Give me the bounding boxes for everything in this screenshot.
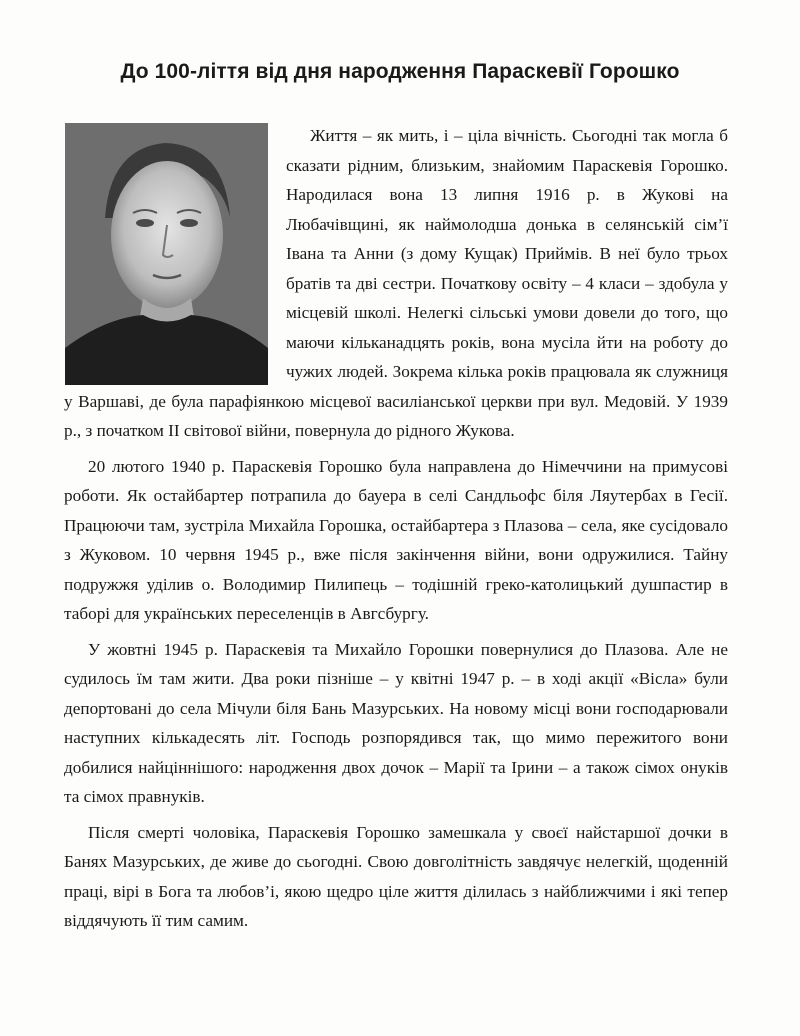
paragraph-4: Після смерті чоловіка, Параскевія Горошко замешкала у своєї найстаршої дочки в Банях Мазурських, де живе до сьогодні. Свою довголітність завдячує нелегкій, щоденній праці, вірі в Бога та любов’і, якою щедро ціле життя ділилась з найближчими і які тепер віддячують її тим самим. — [64, 822, 728, 930]
paragraph-3: У жовтні 1945 р. Параскевія та Михайло Горошки повернулися до Плазова. Але не судилось їм там жити. Два роки пізніше – у квітні 1947 р. – в ході акції «Вісла» були депортовані до села Мічули біля Бань Мазурських. На новому місці вони господарювали наступних кількадесять літ. Господь розпорядився так, що мимо пережитого вони добилися найціннішого: народження двох дочок – Марії та Ірини – а також сімох онуків та сімох правнуків. — [64, 639, 728, 806]
document-title: До 100-ліття від дня народження Параскевії Горошко — [120, 60, 680, 83]
photo-float-spacer — [64, 121, 286, 383]
paragraph-1: Життя – як мить, і – ціла вічність. Сьогодні так могла б сказати рідним, близьким, знайомим Параскевія Горошко. Народилася вона 13 липня 1916 р. в Жукові на Любачівщині, як наймолодша донька в селянській сім’ї Івана та Анни (з дому Кущак) Приймів. В неї було трьох братів та дві сестри. Початкову освіту – 4 класи – здобула у місцевій школі. Нелегкі сільські умови довели до того, що маючи кільканадцять років, вона мусіла йти на роботу до чужих людей. Зокрема кілька років працювала як служниця у Варшаві, де була парафіянкою місцевої василіанської церкви при вул. Медовій. У 1939 р., з початком II світової війни, повернула до рідного Жукова. — [64, 126, 728, 440]
paragraph-2: 20 лютого 1940 р. Параскевія Горошко була направлена до Німеччини на примусові роботи. Як остайбартер потрапила до бауера в селі Сандльофс біля Ляутербах в Гесії. Працюючи там, зустріла Михайла Горошка, остайбартера з Плазова – села, яке сусідовало з Жуковом. 10 червня 1945 р., вже після закінчення війни, вони одружилися. Тайну подружжя уділив о. Володимир Пилипець – тодішній греко-католицький душпастир в таборі для українських переселенців в Авгсбургу. — [64, 456, 728, 623]
article-body — [64, 121, 728, 942]
